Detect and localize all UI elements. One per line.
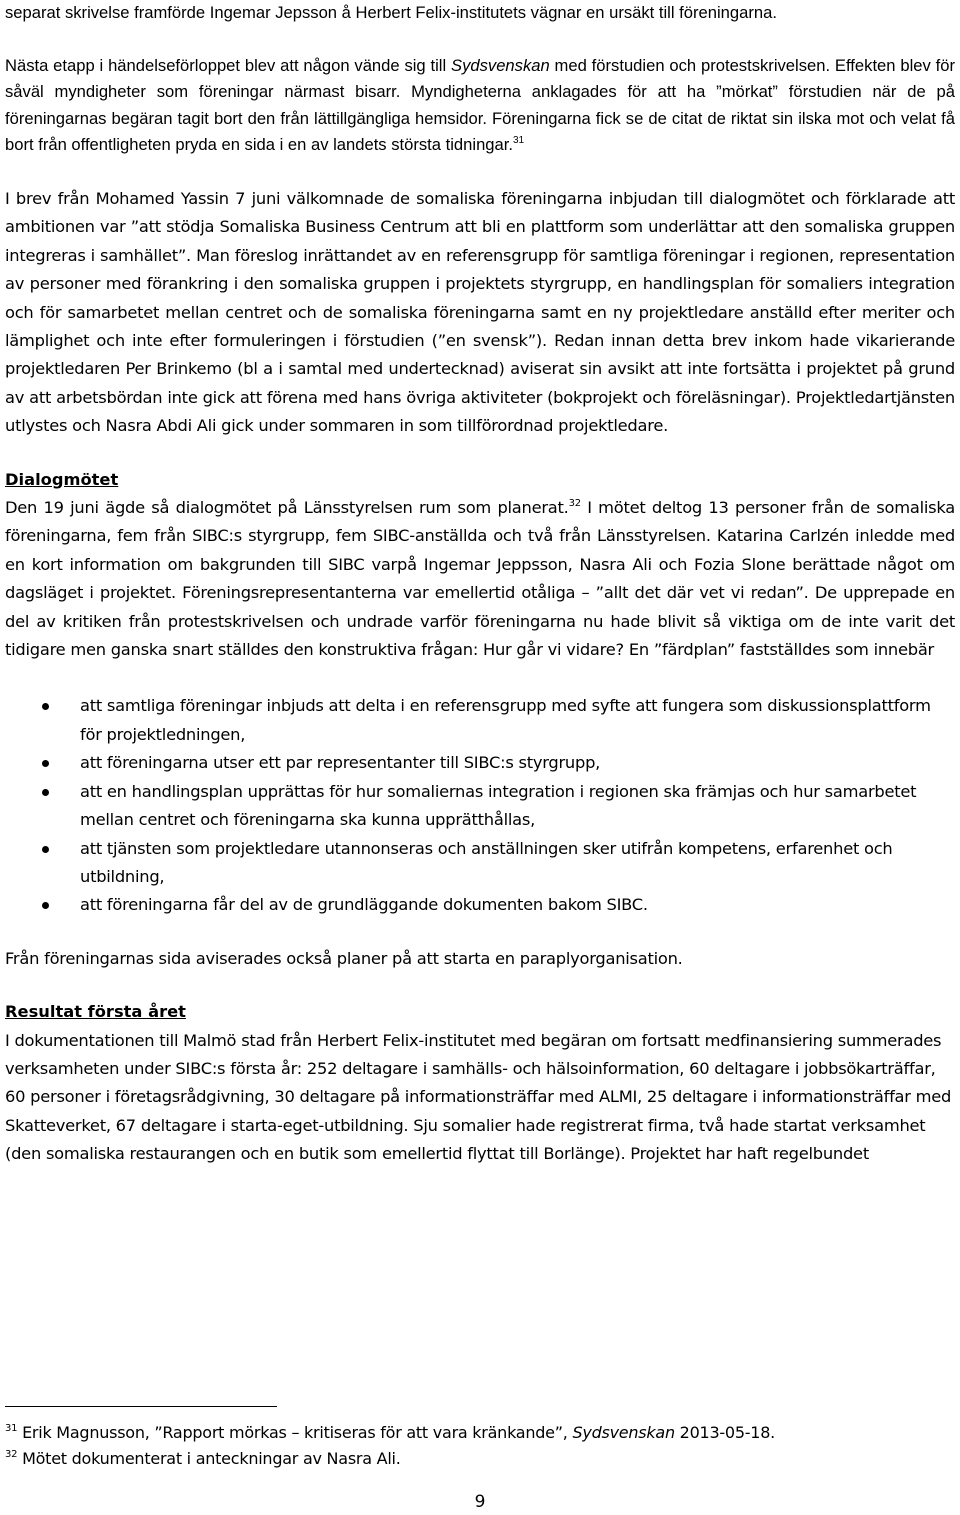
heading-resultat: Resultat första året — [5, 1002, 186, 1022]
list-item — [5, 835, 955, 892]
list-item — [5, 778, 955, 835]
list-item — [5, 692, 955, 749]
bullet-icon — [42, 902, 49, 909]
text-run: Mötet dokumenterat i anteckningar av Nasra Ali. — [17, 1449, 401, 1468]
footnotes — [5, 1420, 955, 1472]
page-number: 9 — [474, 1492, 486, 1512]
footnote-ref-31: 31 — [512, 135, 525, 147]
footnote-divider — [5, 1406, 277, 1407]
list-item-text: att tjänsten som projektledare utannonseras och anställningen sker utifrån kompetens, erfarenhet och utbildning, — [80, 838, 893, 886]
bullet-icon — [42, 703, 49, 710]
list-item-text: att föreningarna får del av de grundläggande dokumenten bakom SIBC. — [80, 895, 648, 915]
document-page — [5, 0, 955, 1169]
list-item-text: att föreningarna utser ett par representanter till SIBC:s styrgrupp, — [80, 753, 601, 773]
text-run: Erik Magnusson, ”Rapport mörkas – kritiseras för att vara kränkande”, — [17, 1423, 573, 1442]
list-item-text: att samtliga föreningar inbjuds att delta i en referensgrupp med syfte att fungera som diskussionsplattform för projektledningen, — [80, 696, 931, 744]
paragraph-intro: separat skrivelse framförde Ingemar Jepsson å Herbert Felix-institutets vägnar en ursäkt till föreningarna. — [5, 3, 777, 22]
text-run: I mötet deltog 13 personer från de somaliska föreningarna, fem från SIBC:s styrgrupp, fem SIBC-anställda och två från Länsstyrelsen. Katarina Carlzén inledde med en kort information om bakgrunden till SIBC varpå Ingemar Jeppsson, Nasra Ali och Fozia Slone berättade något om dagsläget i projektet. Föreningsrepresentanterna var emellertid otåliga – ”allt det där vet vi redan”. De upprepade en del av kritiken från protestskrivelsen och undrade varför föreningarna nu hade blivit så viktiga om de inte varit det tidigare men ganska snart ställdes den konstruktiva frågan: Hur går vi vidare? En ”färdplan” fastställdes som innebär — [5, 498, 955, 660]
list-item-text: att en handlingsplan upprättas för hur somaliernas integration i regionen ska främjas och hur samarbetet mellan centret och föreningarna ska kunna upprätthållas, — [80, 781, 917, 830]
footnote-ref-32: 32 — [568, 498, 581, 510]
text-run: Den 19 juni ägde så dialogmötet på Länsstyrelsen rum som planerat. — [5, 498, 569, 518]
heading-dialogmotet: Dialogmötet — [5, 469, 119, 489]
footnote-32 — [5, 1446, 955, 1472]
text-run: med förstudien och protestskrivelsen. Effekten blev för såväl myndigheter som föreningar närmast bisarr. Myndigheterna anklagades för att ha ”mörkat” förstudien när de på föreningarnas begäran tagit bort den från lättillgängliga hemsidor. Föreningarna fick se de citat de riktat sin ilska mot och velat få bort från offentligheten pryda en sida i en av landets största tidningar. — [5, 55, 955, 155]
text-run: 2013-05-18. — [674, 1423, 775, 1442]
footnote-number: 32 — [5, 1449, 18, 1460]
newspaper-name: Sydsvenskan — [572, 1423, 675, 1442]
list-item — [5, 891, 955, 919]
paragraph-resultat: I dokumentationen till Malmö stad från Herbert Felix-institutet med begäran om fortsatt medfinansiering summerades verksamheten under SIBC:s första år: 252 deltagare i samhälls- och hälsoinformation, 60 deltagare i jobbsökarträffar, 60 personer i företagsrådgivning, 30 deltagare på informationsträffar med ALMI, 25 deltagare i informationsträffar med Skatteverket, 67 deltagare i starta-eget-utbildning. Sju somalier hade registrerat firma, två hade startat verksamhet (den somaliska restaurangen och en butik som emellertid flyttat till Borlänge). Projektet har haft regelbundet — [5, 1030, 952, 1164]
paragraph-sydsvenskan — [5, 53, 955, 159]
paragraph-dialogmotet — [5, 494, 955, 664]
paragraph-paraply: Från föreningarnas sida aviserades också planer på att starta en paraplyorganisation. — [5, 948, 683, 968]
list-item — [5, 749, 955, 777]
bullet-icon — [42, 760, 49, 767]
paragraph-yassin-letter: I brev från Mohamed Yassin 7 juni välkomnade de somaliska föreningarna inbjudan till dialogmötet och förklarade att ambitionen var ”att stödja Somaliska Business Centrum att bli en plattform som underlättar att den somaliska gruppen integreras i samhället”. Man föreslog inrättandet av en referensgrupp för samtliga föreningar i regionen, representation av personer med förankring i den somaliska gruppen i projektets styrgrupp, en handlingsplan för somaliers integration och för samarbetet mellan centret och de somaliska föreningarna samt en ny projektledare anställd efter meriter och lämplighet och inte efter formuleringen i förstudien (”en svensk”). Redan innan detta brev inkom hade vikarierande projektledaren Per Brinkemo (bl a i samtal med undertecknad) aviserat sin avsikt att inte fortsätta i projektet på grund av att arbetsbördan inte gick att förena med hans övriga aktiviteter (bokprojekt och föreläsningar). Projektledartjänsten utlystes och Nasra Abdi Ali gick under sommaren in som tillförordnad projektledare. — [5, 188, 955, 436]
bullet-icon — [42, 789, 49, 796]
bullet-icon — [42, 846, 49, 853]
footnote-number: 31 — [5, 1423, 18, 1434]
fardplan-list — [5, 692, 955, 919]
newspaper-name: Sydsvenskan — [451, 55, 550, 75]
text-run: Nästa etapp i händelseförloppet blev att någon vände sig till — [5, 55, 452, 75]
footnote-31 — [5, 1420, 955, 1446]
